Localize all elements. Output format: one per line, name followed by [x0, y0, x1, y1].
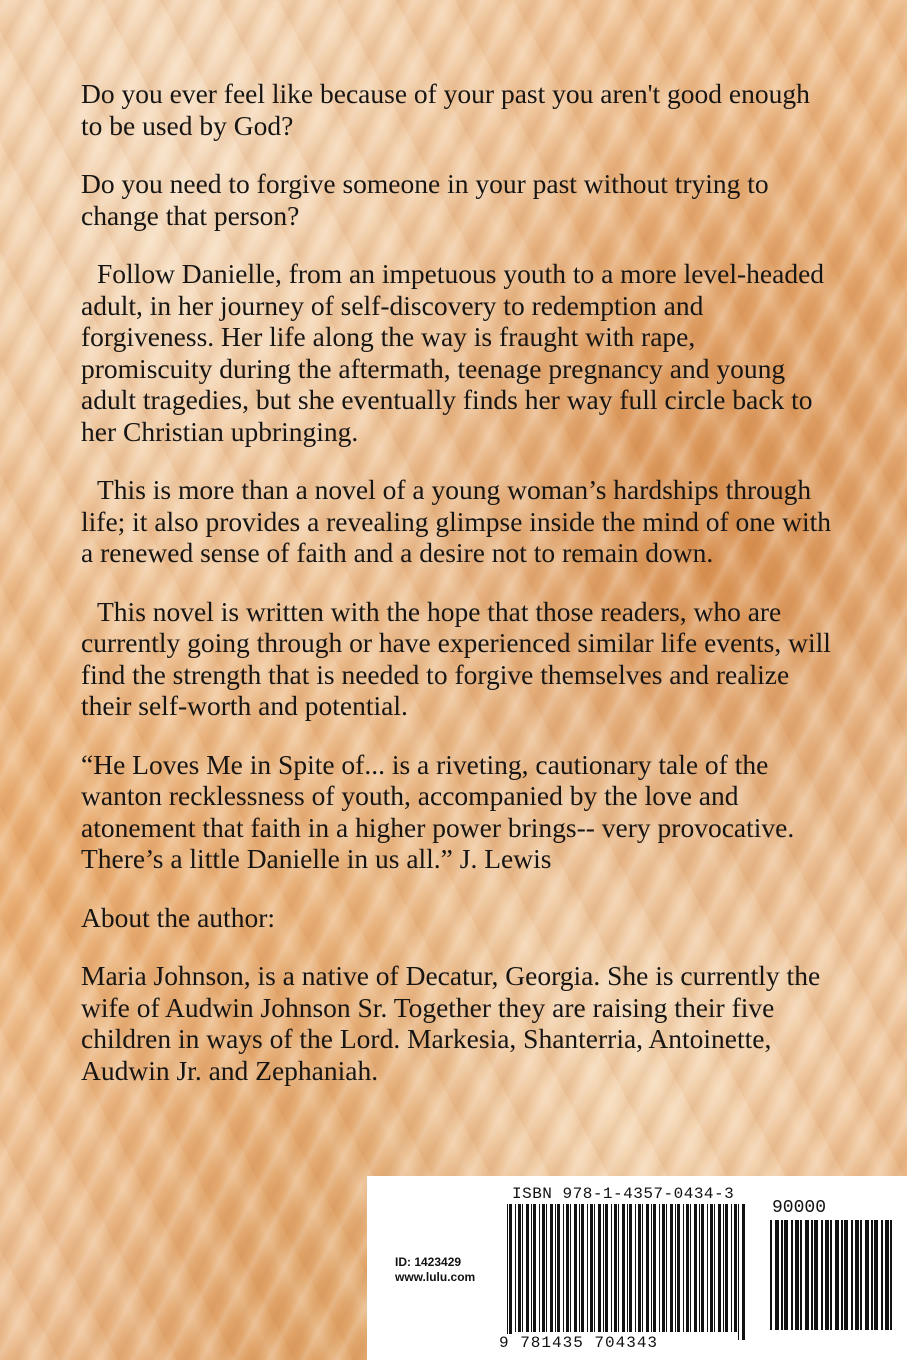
barcode-bar: [533, 1204, 536, 1332]
barcode-bar: [611, 1204, 612, 1332]
barcode-bar: [784, 1220, 788, 1330]
barcode-bar: [781, 1220, 783, 1330]
barcode-bar: [629, 1204, 632, 1332]
barcode-bar: [581, 1204, 584, 1332]
barcode-bar: [731, 1204, 732, 1332]
lulu-id: ID: 1423429: [395, 1255, 462, 1269]
isbn-label: ISBN 978-1-4357-0434-3: [512, 1185, 735, 1203]
barcode-bar: [614, 1204, 617, 1332]
barcode-bar: [830, 1220, 832, 1330]
barcode-bar: [594, 1204, 595, 1332]
barcode-bar: [725, 1204, 728, 1332]
blurb-text: [81, 78, 831, 1113]
barcode-bar: [509, 1204, 512, 1340]
barcode-bar: [590, 1204, 593, 1332]
barcode-bar: [579, 1204, 580, 1332]
barcode-bar: [566, 1204, 569, 1332]
barcode-bar: [699, 1204, 700, 1332]
barcode-bar: [714, 1204, 715, 1332]
barcode-bar: [555, 1204, 556, 1332]
barcode-bar: [550, 1204, 553, 1332]
barcode-bar: [694, 1204, 697, 1332]
barcode-bar: [723, 1204, 724, 1332]
blurb-description: This is more than a novel of a young woman’s hardships through life; it also provides a revealing glimpse inside the mind of one with a renewed sense of faith and a desire not to remain down.: [81, 474, 831, 568]
blurb-purpose: This novel is written with the hope that those readers, who are currently going through or have experienced similar life events, will find the strength that is needed to forgive themselves and realize their self-worth and potential.: [81, 595, 831, 721]
barcode-bar: [526, 1204, 529, 1332]
barcode-bar: [710, 1204, 713, 1332]
barcode-bar: [651, 1204, 652, 1332]
barcode-bar: [811, 1220, 813, 1330]
barcode-bar: [507, 1204, 508, 1340]
barcode-bar: [825, 1220, 829, 1330]
barcode-bar: [707, 1204, 708, 1332]
barcode-bar: [835, 1220, 839, 1330]
about-author-heading: About the author:: [81, 901, 275, 933]
blurb-question-2: Do you need to forgive someone in your past without trying to change that person?: [81, 168, 769, 231]
barcode-bar: [642, 1204, 643, 1332]
barcode-bar: [666, 1204, 667, 1332]
barcode-bar: [539, 1204, 540, 1332]
barcode-bar: [522, 1204, 523, 1332]
barcode-bar: [800, 1220, 802, 1330]
barcode-bar: [587, 1204, 588, 1332]
lulu-label: [395, 1255, 475, 1285]
barcode-bar: [841, 1220, 843, 1330]
blurb-synopsis: Follow Danielle, from an impetuous youth to a more level-headed adult, in her journey of self-discovery to redemption and forgiveness. Her life along the way is fraught with rape, promiscuity during the aftermath, teenage pregnancy and young adult tragedies, but she eventually finds her way full circle back to her Christian upbringing.: [81, 258, 825, 447]
review-quote: “He Loves Me in Spite of... is a riveting, cautionary tale of the wanton recklessness of youth, accompanied by the love and atonement that faith in a higher power brings-- very provocative. There’s a little Danielle in us all.” J. Lewis: [81, 748, 795, 874]
barcode-bar: [557, 1204, 560, 1332]
barcode-bar: [805, 1220, 809, 1330]
barcode-bar: [844, 1220, 848, 1330]
lulu-url: www.lulu.com: [395, 1270, 476, 1284]
barcode-bar: [686, 1204, 689, 1332]
ean-barcode: [507, 1204, 762, 1344]
barcode-bar: [814, 1220, 818, 1330]
barcode-bar: [574, 1204, 577, 1332]
barcode-bar: [622, 1204, 625, 1332]
barcode-bar: [683, 1204, 684, 1332]
ean-digits: 9 781435 704343: [499, 1334, 659, 1352]
barcode-bar: [653, 1204, 656, 1332]
barcode-bar: [885, 1220, 889, 1330]
barcode-bar: [570, 1204, 571, 1332]
barcode-bar: [718, 1204, 721, 1332]
barcode-bar: [542, 1204, 545, 1332]
barcode-bar: [690, 1204, 691, 1332]
barcode-bar: [638, 1204, 641, 1332]
barcode-bar: [603, 1204, 604, 1332]
barcode-box: [367, 1176, 907, 1360]
barcode-bar: [701, 1204, 704, 1332]
barcode-bar: [635, 1204, 636, 1332]
barcode-bar: [865, 1220, 869, 1330]
barcode-bar: [791, 1220, 793, 1330]
barcode-bar: [860, 1220, 862, 1330]
barcode-bar: [742, 1204, 745, 1340]
barcode-bar: [515, 1204, 516, 1332]
barcode-bar: [531, 1204, 532, 1332]
barcode-bar: [646, 1204, 649, 1332]
barcode-bar: [855, 1220, 859, 1330]
barcode-bar: [563, 1204, 564, 1332]
barcode-bar: [627, 1204, 628, 1332]
blurb-question-1: Do you ever feel like because of your past you aren't good enough to be used by God?: [81, 78, 810, 141]
price-code: 90000: [772, 1198, 827, 1218]
barcode-bar: [518, 1204, 521, 1332]
author-bio: Maria Johnson, is a native of Decatur, Georgia. She is currently the wife of Audwin Johnson Sr. Together they are raising their five children in ways of the Lord. Markesia, Shanterria, Antoinette, Audwin Jr. and Zephaniah.: [81, 960, 821, 1086]
barcode-bar: [795, 1220, 799, 1330]
barcode-bar: [738, 1204, 739, 1340]
barcode-bar: [821, 1220, 823, 1330]
barcode-bar: [890, 1220, 892, 1330]
barcode-bar: [670, 1204, 673, 1332]
barcode-bar: [770, 1220, 772, 1330]
barcode-bar: [874, 1220, 878, 1330]
barcode-bar: [775, 1220, 779, 1330]
barcode-bar: [659, 1204, 660, 1332]
barcode-bar: [734, 1204, 737, 1332]
barcode-bar: [605, 1204, 608, 1332]
barcode-bar: [677, 1204, 680, 1332]
barcode-bar: [851, 1220, 853, 1330]
barcode-bar: [618, 1204, 619, 1332]
barcode-bar: [546, 1204, 547, 1332]
barcode-bar: [598, 1204, 601, 1332]
barcode-bar: [662, 1204, 665, 1332]
barcode-bar: [871, 1220, 873, 1330]
price-addon-barcode: [770, 1220, 895, 1350]
barcode-bar: [881, 1220, 883, 1330]
barcode-bar: [675, 1204, 676, 1332]
